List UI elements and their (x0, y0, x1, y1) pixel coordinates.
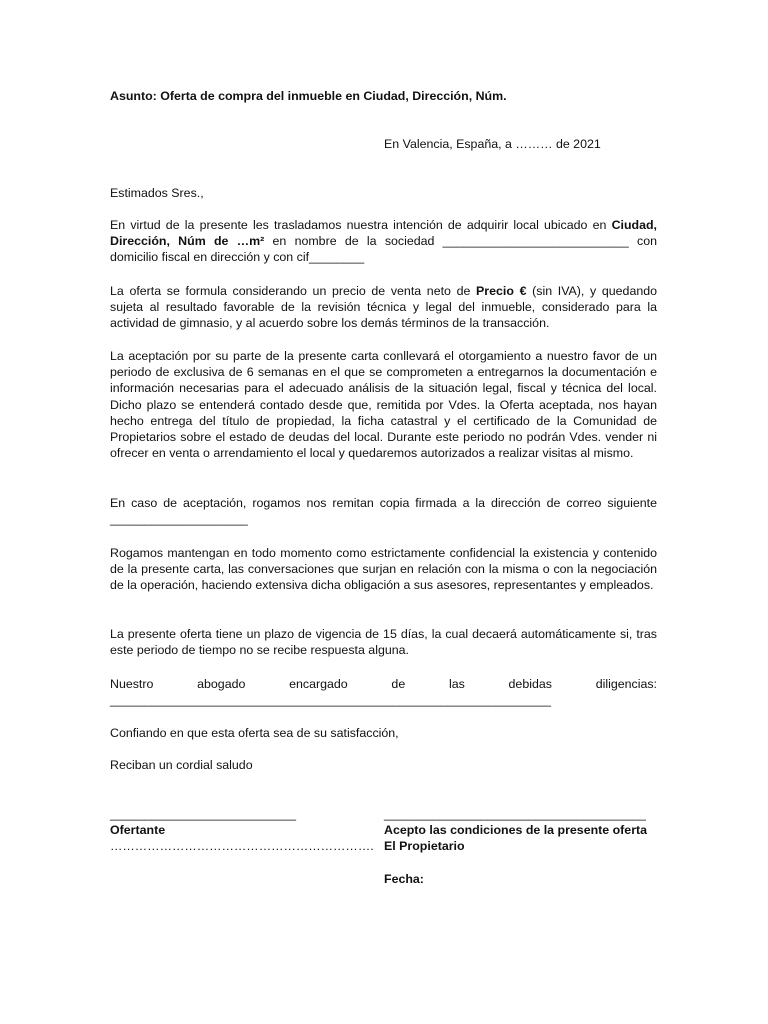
greeting: Estimados Sres., (110, 186, 204, 200)
paragraph-intent-line-3: domicilio fiscal en dirección y con cif________ (110, 250, 365, 265)
closing-regards: Reciban un cordial saludo (110, 758, 253, 772)
offeror-title: Ofertante (110, 823, 166, 838)
offeror-name-dots: ………………………………………………………. (110, 839, 374, 854)
paragraph-validity: La presente oferta tiene un plazo de vigencia de 15 días, la cual decaerá automáticamente si, tras este periodo de tiempo no se recibe respuesta alguna. (110, 627, 657, 658)
paragraph-intent-line-1: En virtud de la presente les trasladamos nuestra intención de adquirir local ubicado en Ciudad, (110, 218, 657, 232)
paragraph-intent (110, 217, 657, 266)
signature-owner (384, 806, 664, 887)
signature-line: ______________________________________ (384, 807, 646, 821)
paragraph-exclusivity: La aceptación por su parte de la presente carta conllevará el otorgamiento a nuestro favor de un periodo de exclusiva de 6 semanas en el que se comprometen a entregarnos la documentación e información necesarias para el adecuado análisis de la situación legal, fiscal y técnica del local. Dicho plazo se entenderá contado desde que, remitida por Vdes. la Oferta aceptada, nos hayan hecho entrega del título de propiedad, la ficha catastral y el certificado de la Comunidad de Propietarios sobre el estado de deudas del local. Durante este periodo no podrán Vdes. vender ni ofrecer en venta o arrendamiento el local y quedaremos autorizados a realizar visitas al mismo. (110, 349, 657, 461)
signature-offeror (110, 806, 374, 855)
closing-satisfaction: Confiando en que esta oferta sea de su satisfacción, (110, 726, 399, 740)
owner-title: El Propietario (384, 839, 465, 854)
paragraph-intent-line-2: Dirección, Núm de …m² en nombre de la sociedad ___________________________ con (110, 234, 657, 249)
email-blank: ____________________ (110, 512, 248, 527)
paragraph-price: La oferta se formula considerando un precio de venta neto de Precio € (sin IVA), y quedando sujeta al resultado favorable de la revisión técnica y legal del inmueble, considerado para la actividad de gimnasio, y al acuerdo sobre los demás términos de la transacción. (110, 284, 658, 331)
subject-line: Asunto: Oferta de compra del inmueble en Ciudad, Dirección, Núm. (110, 89, 507, 103)
place-date: En Valencia, España, a ……… de 2021 (384, 137, 601, 151)
paragraph-acceptance: En caso de aceptación, rogamos nos remitan copia firmada a la dirección de correo siguiente ____________________ (110, 496, 657, 527)
paragraph-lawyer: Nuestro abogado encargado de las debidas diligencias: ________________________________________________________________ (110, 677, 657, 708)
owner-acceptance: Acepto las condiciones de la presente oferta (384, 823, 648, 838)
signature-line: ___________________________ (110, 807, 297, 821)
date-label: Fecha: (384, 871, 424, 886)
paragraph-confidentiality: Rogamos mantengan en todo momento como estrictamente confidencial la existencia y contenido de la presente carta, las conversaciones que surjan en relación con la misma o con la negociación de la operación, haciendo extensiva dicha obligación a sus asesores, representantes y empleados. (110, 546, 657, 593)
lawyer-blank: ________________________________________________________________ (110, 693, 552, 708)
